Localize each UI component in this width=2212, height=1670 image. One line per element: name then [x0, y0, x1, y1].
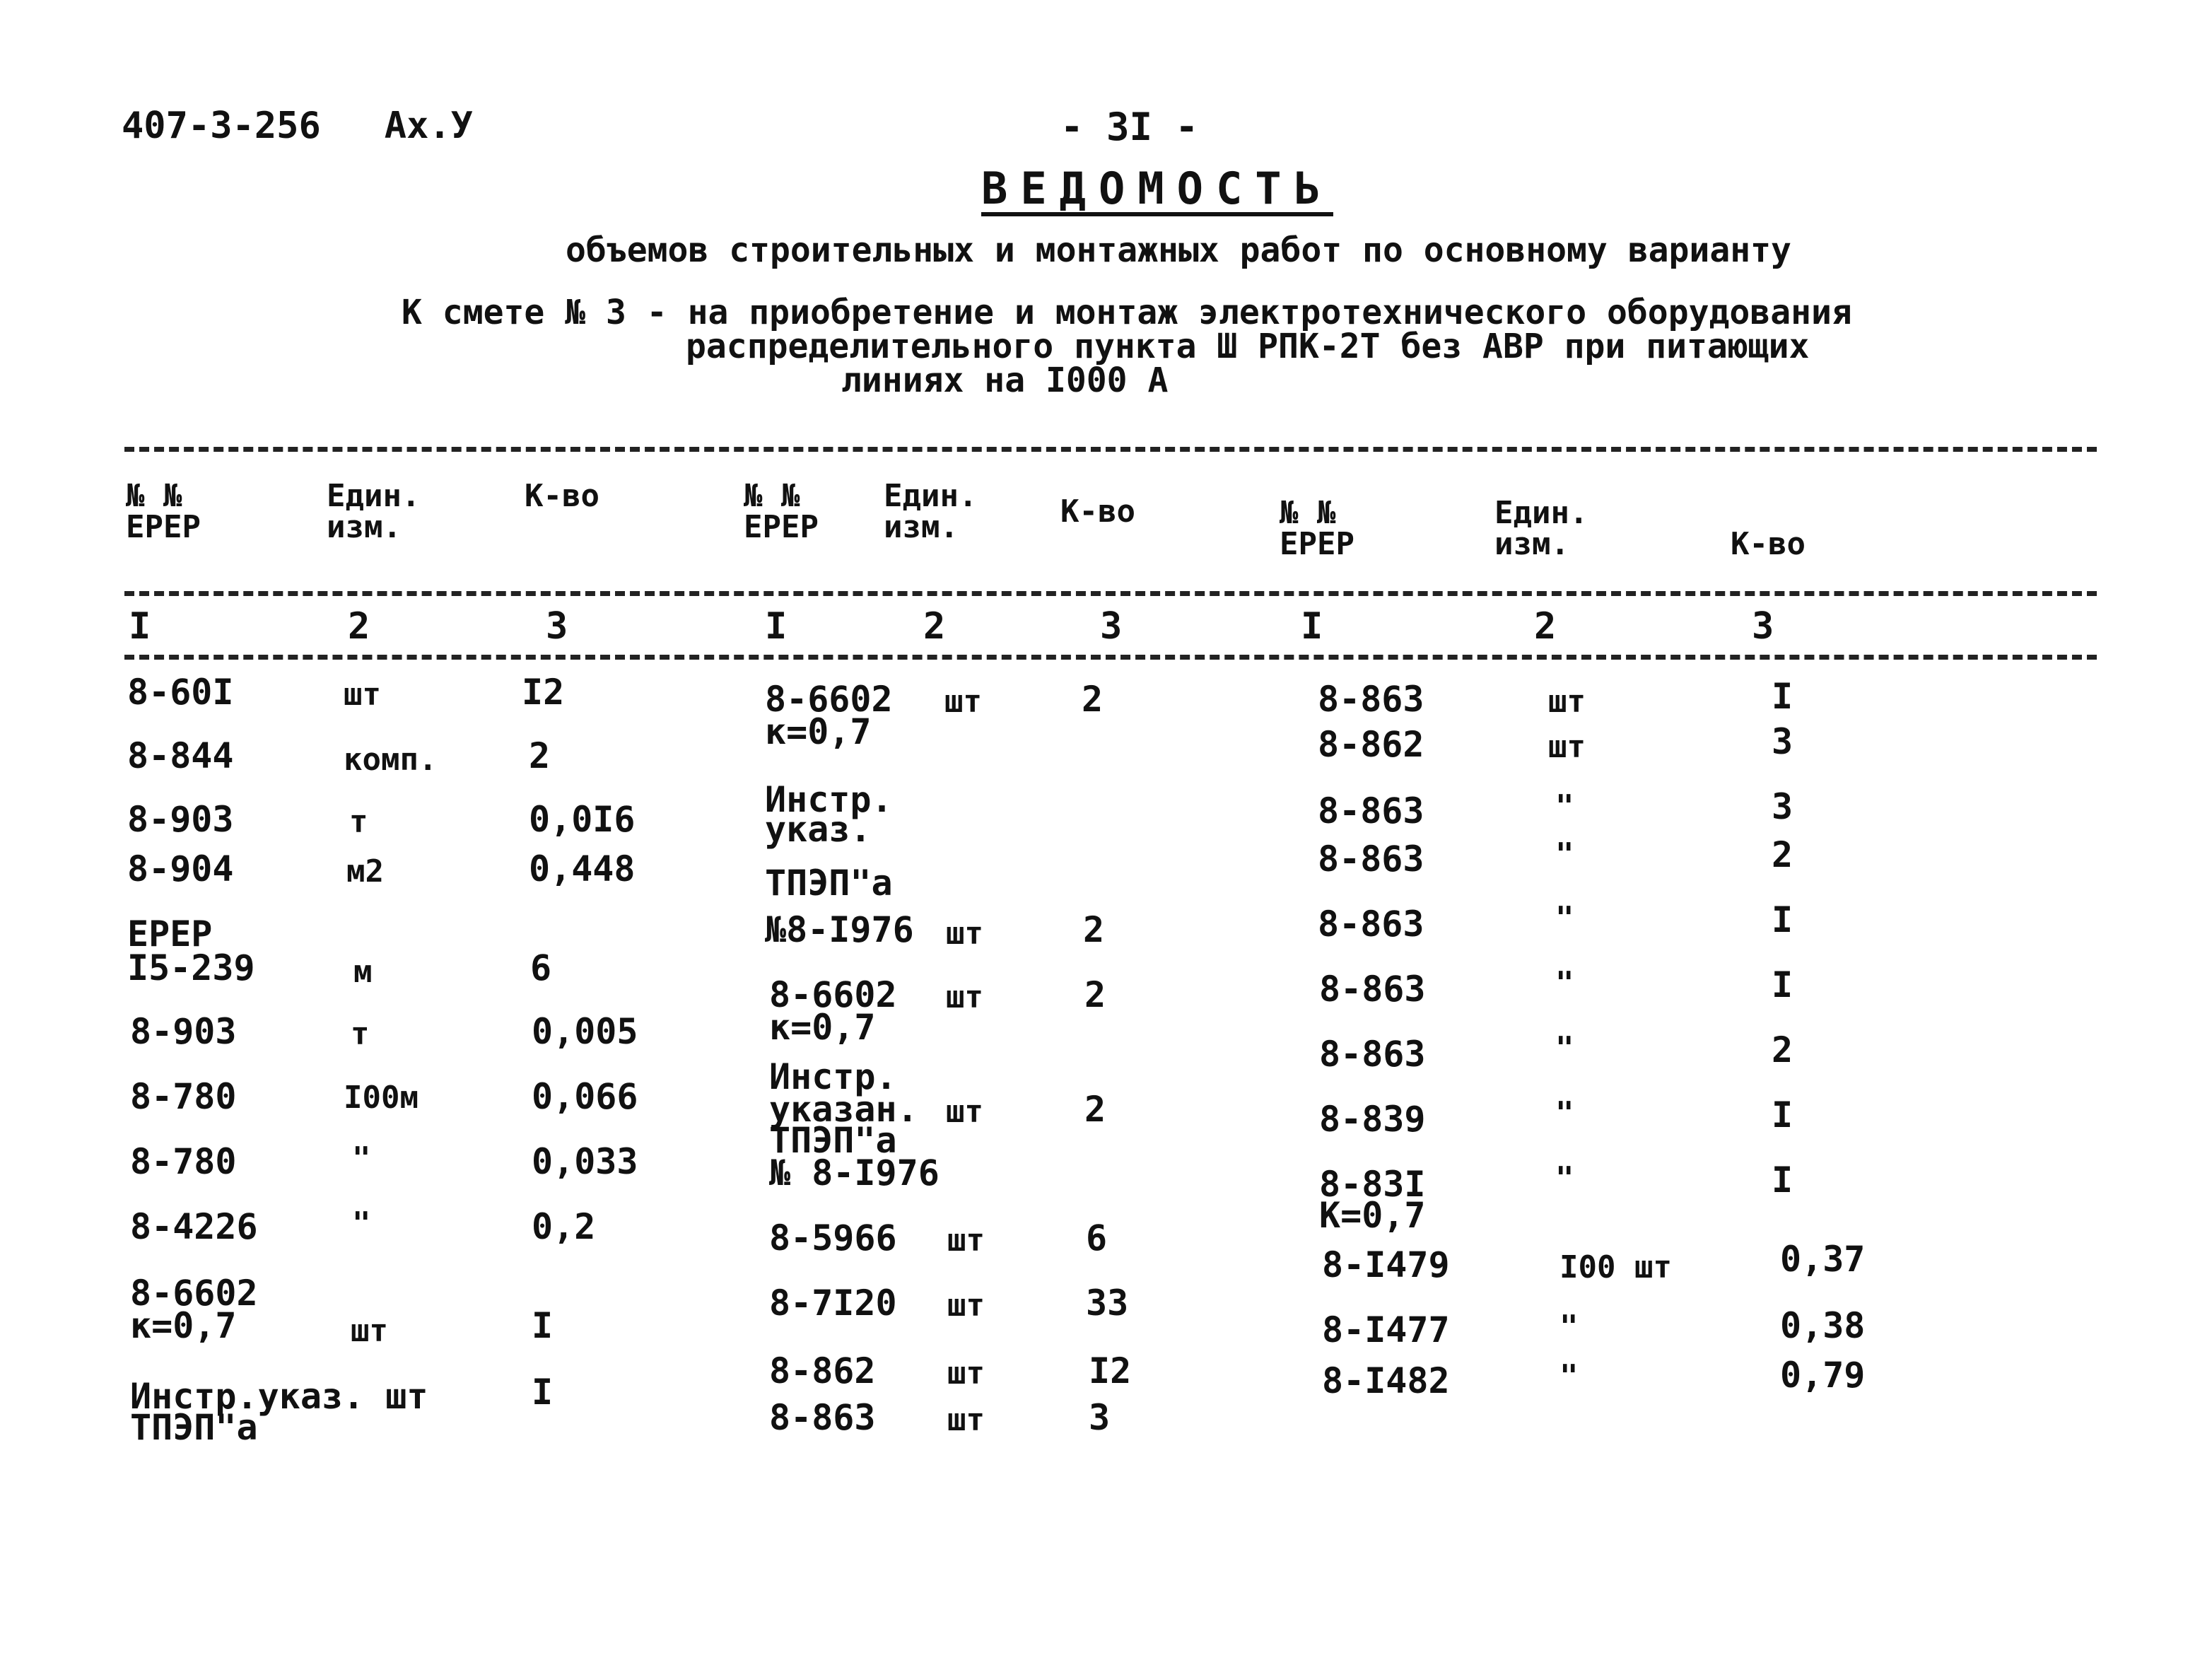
table-cell-code: 8-903 [130, 1011, 237, 1052]
table-cell-code: 8-903 [127, 799, 234, 840]
table-cell-unit: " [1559, 1309, 1579, 1345]
table-cell-unit: т [351, 1016, 370, 1052]
table-cell-unit: м [353, 954, 373, 990]
table-cell-code: 8-863 [1318, 790, 1424, 831]
table-cell-code: 8-5966 [769, 1218, 897, 1259]
table-cell-qty: 0,448 [529, 848, 636, 889]
table-cell-qty: 2 [1772, 1029, 1793, 1070]
table-top-rule [124, 447, 2097, 452]
table-cell-code: указан. [769, 1089, 918, 1130]
table-cell-code: 8-862 [1318, 724, 1424, 765]
col-header-unit: Един. изм. [1494, 495, 1588, 562]
table-cell-code: 8-863 [1318, 679, 1424, 720]
estimate-line-1: К смете № 3 - на приобретение и монтаж электротехнического оборудования [402, 293, 1852, 332]
table-cell-code: 8-I479 [1322, 1244, 1450, 1285]
document-code [122, 105, 473, 147]
table-cell-qty: I [1772, 1160, 1793, 1201]
table-cell-unit: " [1555, 1095, 1574, 1131]
table-cell-code: 8-4226 [130, 1206, 258, 1247]
table-cell-unit: шт [946, 1094, 983, 1130]
col-header-qty: К-во [1731, 526, 1806, 562]
col-number-2: 2 [1534, 605, 1557, 648]
table-cell-unit: шт [1548, 729, 1586, 765]
table-cell-code: ЕРЕР [127, 913, 213, 954]
table-cell-code: 8-862 [769, 1350, 876, 1391]
table-cell-unit: " [1555, 1030, 1574, 1066]
table-cell-code: ТПЭП"а [130, 1407, 258, 1448]
table-cell-code: 8-863 [1318, 839, 1424, 880]
table-cell-unit: шт [947, 1355, 985, 1391]
page-title: ВЕДОМОСТЬ [981, 163, 1333, 214]
table-cell-qty: 2 [1083, 909, 1105, 950]
table-cell-code: 8-6602 [130, 1273, 258, 1314]
table-cell-code: №8-I976 [765, 909, 914, 950]
table-cell-unit: шт [946, 916, 983, 952]
table-cell-code: ТПЭП"а [765, 863, 893, 904]
page-number: - 3I - [1060, 105, 1199, 149]
estimate-line-2: распределительного пункта Ш РПК-2Т без АВР при питающих [686, 327, 1810, 366]
col-number-3: 3 [1100, 605, 1123, 648]
table-cell-code: 8-6602 [769, 974, 897, 1015]
col-number-1: I [129, 605, 151, 648]
table-cell-unit: " [1555, 788, 1574, 824]
table-cell-unit: " [1555, 965, 1574, 1001]
doc-code: 407-3-256 [122, 105, 321, 147]
table-cell-qty: I [1772, 1094, 1793, 1135]
col-header-code: № № ЕРЕР [1280, 495, 1354, 562]
table-cell-unit: I00 шт [1559, 1249, 1672, 1285]
table-cell-unit: " [352, 1205, 371, 1242]
table-cell-unit: т [349, 804, 368, 840]
table-cell-code: 8-83I [1319, 1164, 1426, 1205]
table-cell-code: 8-844 [127, 735, 234, 776]
table-cell-code: указ. [765, 809, 872, 850]
table-cell-code: 8-I482 [1322, 1360, 1450, 1401]
table-cell-code: 8-780 [130, 1141, 237, 1182]
table-cell-qty: 0,0I6 [529, 799, 636, 840]
table-cell-qty: I [532, 1372, 554, 1413]
table-cell-code: 8-863 [1318, 904, 1424, 945]
table-cell-unit: " [1555, 836, 1574, 872]
table-cell-qty: 2 [1084, 1089, 1106, 1130]
col-number-1: I [765, 605, 788, 648]
table-cell-code: к=0,7 [765, 711, 872, 752]
page-subtitle: объемов строительных и монтажных работ по основному варианту [566, 230, 1791, 270]
table-cell-qty: I [1772, 899, 1793, 940]
table-cell-unit: " [1555, 900, 1574, 936]
table-cell-qty: 33 [1086, 1283, 1129, 1324]
table-cell-code: Инстр. [769, 1056, 897, 1097]
estimate-description [402, 293, 1852, 400]
table-cell-unit: шт [946, 979, 983, 1015]
table-cell-qty: 0,79 [1780, 1355, 1866, 1396]
doc-section: Ах.У [384, 105, 473, 147]
col-number-2: 2 [923, 605, 946, 648]
table-cell-code: К=0,7 [1319, 1195, 1426, 1236]
estimate-line-3: линиях на I000 А [841, 361, 1169, 400]
table-cell-code: 8-839 [1319, 1099, 1426, 1140]
table-cell-qty: 3 [1089, 1397, 1111, 1438]
table-cell-unit: шт [944, 684, 982, 720]
table-cell-code: 8-I477 [1322, 1309, 1450, 1350]
table-cell-unit: шт [344, 677, 381, 713]
table-cell-code: 8-863 [769, 1397, 876, 1438]
table-cell-unit: шт [1548, 684, 1586, 720]
table-cell-qty: 0,033 [532, 1141, 638, 1182]
table-cell-unit: комп. [344, 742, 438, 778]
table-cell-qty: I2 [1089, 1350, 1132, 1391]
table-cell-code: к=0,7 [130, 1305, 237, 1346]
col-number-3: 3 [546, 605, 568, 648]
col-number-1: I [1301, 605, 1323, 648]
table-cell-qty: I [1772, 964, 1793, 1005]
table-cell-qty: I2 [522, 672, 565, 713]
table-cell-qty: 0,005 [532, 1011, 638, 1052]
col-number-2: 2 [348, 605, 370, 648]
table-cell-unit: " [352, 1140, 371, 1176]
table-cell-code: 8-863 [1319, 969, 1426, 1010]
table-cell-unit: " [1559, 1358, 1579, 1394]
table-cell-code: Инстр.указ. шт [130, 1376, 428, 1417]
table-cell-code: I5-239 [127, 947, 255, 988]
table-cell-unit: шт [947, 1222, 985, 1259]
table-cell-code: к=0,7 [769, 1007, 876, 1048]
table-cell-unit: I00м [344, 1080, 419, 1116]
table-cell-qty: 6 [530, 947, 552, 988]
table-cell-qty: 2 [529, 735, 551, 776]
table-header-rule [124, 591, 2097, 596]
table-cell-qty: 0,2 [532, 1206, 596, 1247]
table-cell-qty: 6 [1086, 1218, 1108, 1259]
table-cell-qty: 2 [1084, 974, 1106, 1015]
table-cell-qty: 0,066 [532, 1076, 638, 1117]
col-header-unit: Един. изм. [884, 478, 978, 545]
col-header-qty: К-во [1060, 494, 1135, 530]
table-numbers-rule [124, 655, 2097, 660]
table-cell-unit: " [1555, 1160, 1574, 1196]
table-cell-code: 8-780 [130, 1076, 237, 1117]
table-cell-qty: 0,37 [1780, 1239, 1866, 1280]
table-cell-qty: 3 [1772, 786, 1793, 827]
col-header-code: № № ЕРЕР [126, 478, 201, 545]
table-cell-unit: шт [947, 1287, 985, 1324]
col-header-code: № № ЕРЕР [744, 478, 819, 545]
table-cell-qty: 0,38 [1780, 1305, 1866, 1346]
table-cell-code: № 8-I976 [769, 1152, 940, 1193]
table-cell-qty: 3 [1772, 721, 1793, 762]
table-cell-code: 8-7I20 [769, 1283, 897, 1324]
table-cell-qty: 2 [1772, 834, 1793, 875]
col-header-qty: К-во [525, 478, 599, 514]
table-cell-unit: м2 [346, 853, 384, 889]
table-cell-code: Инстр. [765, 779, 893, 820]
table-cell-unit: шт [351, 1313, 388, 1349]
col-header-unit: Един. изм. [327, 478, 421, 545]
table-cell-code: 8-6602 [765, 679, 893, 720]
table-cell-code: 8-904 [127, 848, 234, 889]
table-cell-qty: 2 [1082, 679, 1104, 720]
table-cell-code: ТПЭП"а [769, 1120, 897, 1161]
table-cell-unit: шт [947, 1402, 985, 1438]
table-cell-code: 8-60I [127, 672, 234, 713]
col-number-3: 3 [1752, 605, 1774, 648]
table-cell-qty: I [1772, 676, 1793, 717]
table-cell-code: 8-863 [1319, 1034, 1426, 1075]
table-cell-qty: I [532, 1305, 554, 1346]
